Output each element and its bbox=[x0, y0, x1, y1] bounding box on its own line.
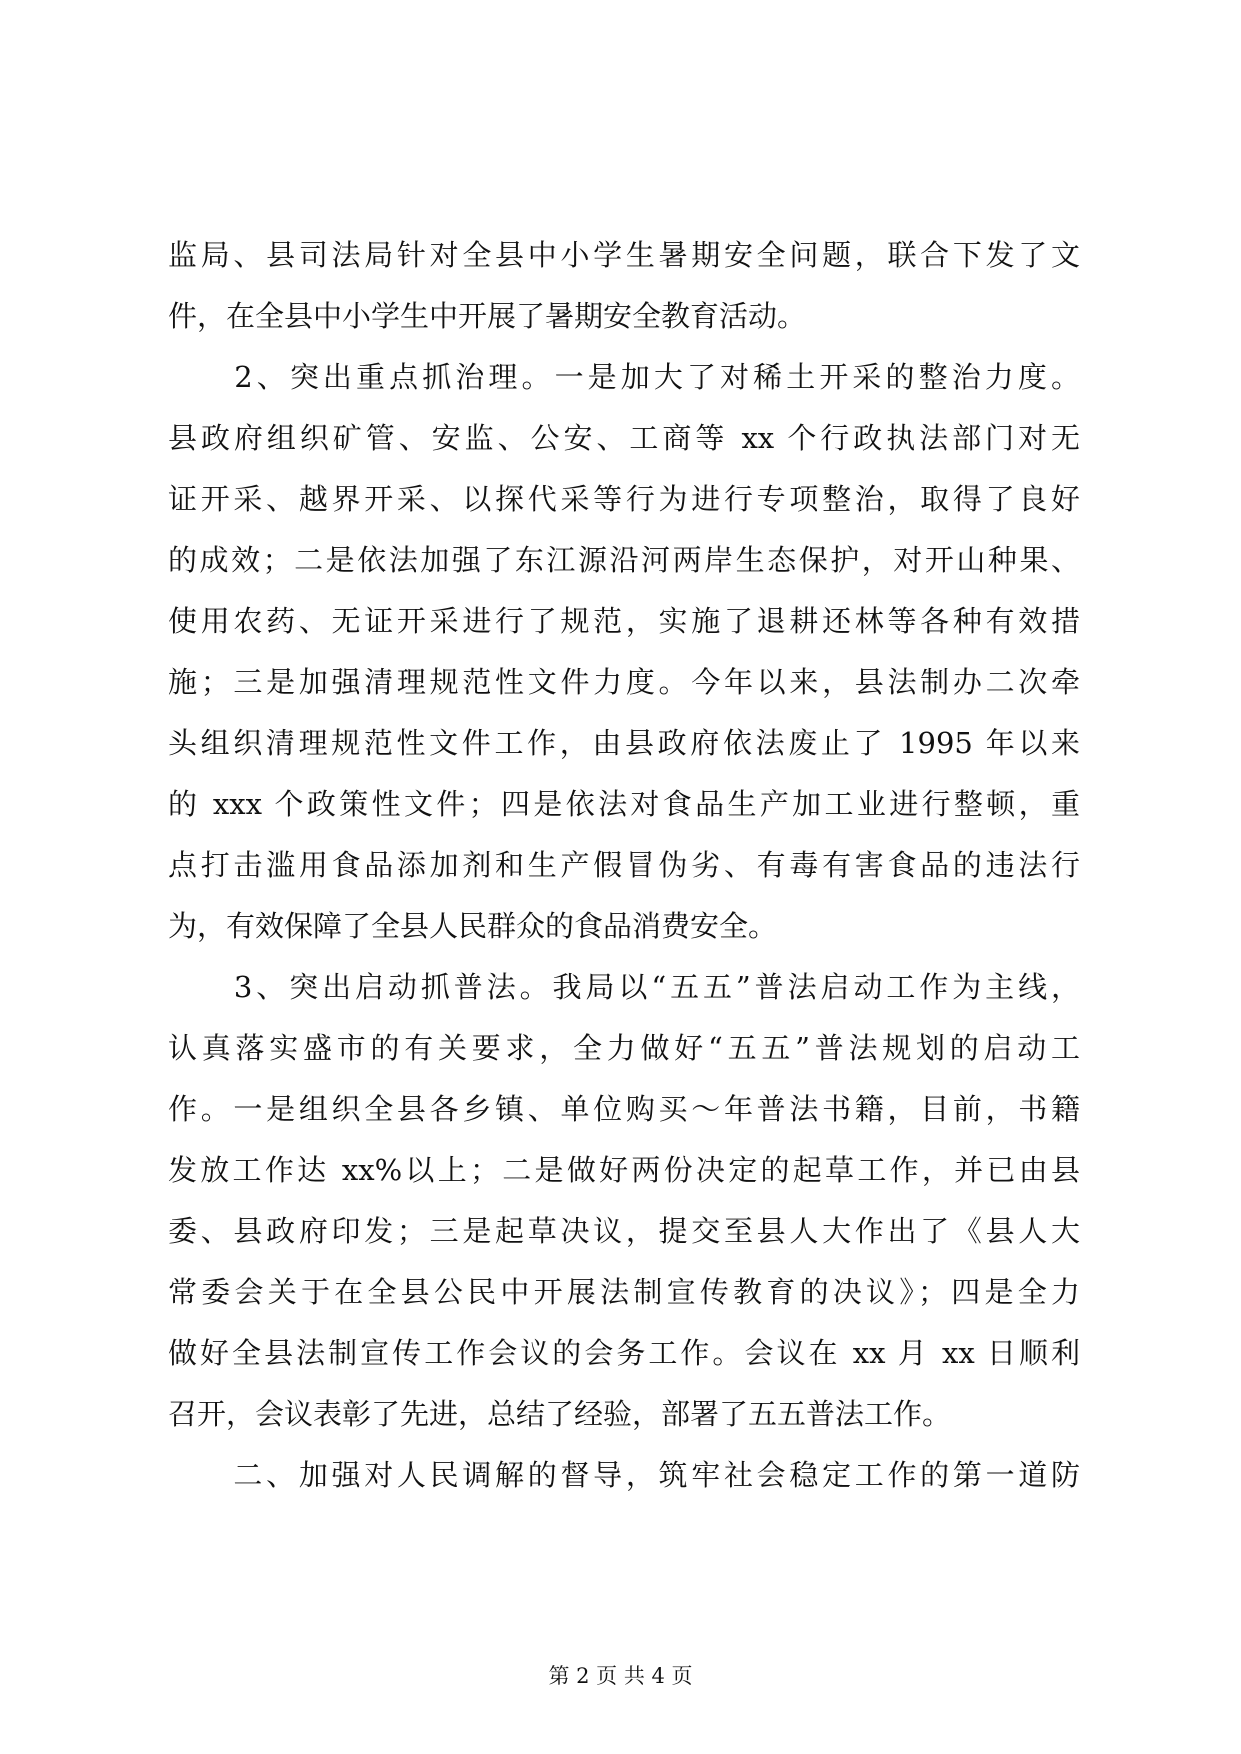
text-line: 施；三是加强清理规范性文件力度。今年以来，县法制办二次牵 bbox=[168, 665, 1080, 699]
page-footer: 第 2 页 共 4 页 bbox=[548, 1664, 693, 1688]
text-line: 头组织清理规范性文件工作，由县政府依法废止了 1995 年以来 bbox=[168, 726, 1080, 760]
text-line: 的成效；二是依法加强了东江源沿河两岸生态保护，对开山种果、 bbox=[168, 543, 1080, 577]
text-line: 做好全县法制宣传工作会议的会务工作。会议在 xx 月 xx 日顺利 bbox=[168, 1336, 1080, 1370]
text-line: 二、加强对人民调解的督导，筑牢社会稳定工作的第一道防 bbox=[168, 1458, 1080, 1492]
text-line: 常委会关于在全县公民中开展法制宣传教育的决议》；四是全力 bbox=[168, 1275, 1080, 1309]
text-line: 召开，会议表彰了先进，总结了经验，部署了五五普法工作。 bbox=[168, 1397, 952, 1431]
text-line: 3、突出启动抓普法。我局以“五五”普法启动工作为主线， bbox=[168, 970, 1080, 1004]
text-line: 监局、县司法局针对全县中小学生暑期安全问题，联合下发了文 bbox=[168, 238, 1080, 272]
text-line: 认真落实盛市的有关要求，全力做好“五五”普法规划的启动工 bbox=[168, 1031, 1080, 1065]
text-line: 县政府组织矿管、安监、公安、工商等 xx 个行政执法部门对无 bbox=[168, 421, 1080, 455]
text-line: 的 xxx 个政策性文件；四是依法对食品生产加工业进行整顿，重 bbox=[168, 787, 1080, 821]
text-line: 作。一是组织全县各乡镇、单位购买～年普法书籍，目前，书籍 bbox=[168, 1092, 1080, 1126]
text-line: 为，有效保障了全县人民群众的食品消费安全。 bbox=[168, 909, 778, 943]
document-body bbox=[168, 225, 1080, 1506]
text-line: 发放工作达 xx%以上；二是做好两份决定的起草工作，并已由县 bbox=[168, 1153, 1080, 1187]
text-line: 证开采、越界开采、以探代采等行为进行专项整治，取得了良好 bbox=[168, 482, 1080, 516]
text-line: 委、县政府印发；三是起草决议，提交至县人大作出了《县人大 bbox=[168, 1214, 1080, 1248]
text-line: 件，在全县中小学生中开展了暑期安全教育活动。 bbox=[168, 299, 807, 333]
text-line: 使用农药、无证开采进行了规范，实施了退耕还林等各种有效措 bbox=[168, 604, 1080, 638]
text-line: 2、突出重点抓治理。一是加大了对稀土开采的整治力度。 bbox=[168, 360, 1080, 394]
text-line: 点打击滥用食品添加剂和生产假冒伪劣、有毒有害食品的违法行 bbox=[168, 848, 1080, 882]
